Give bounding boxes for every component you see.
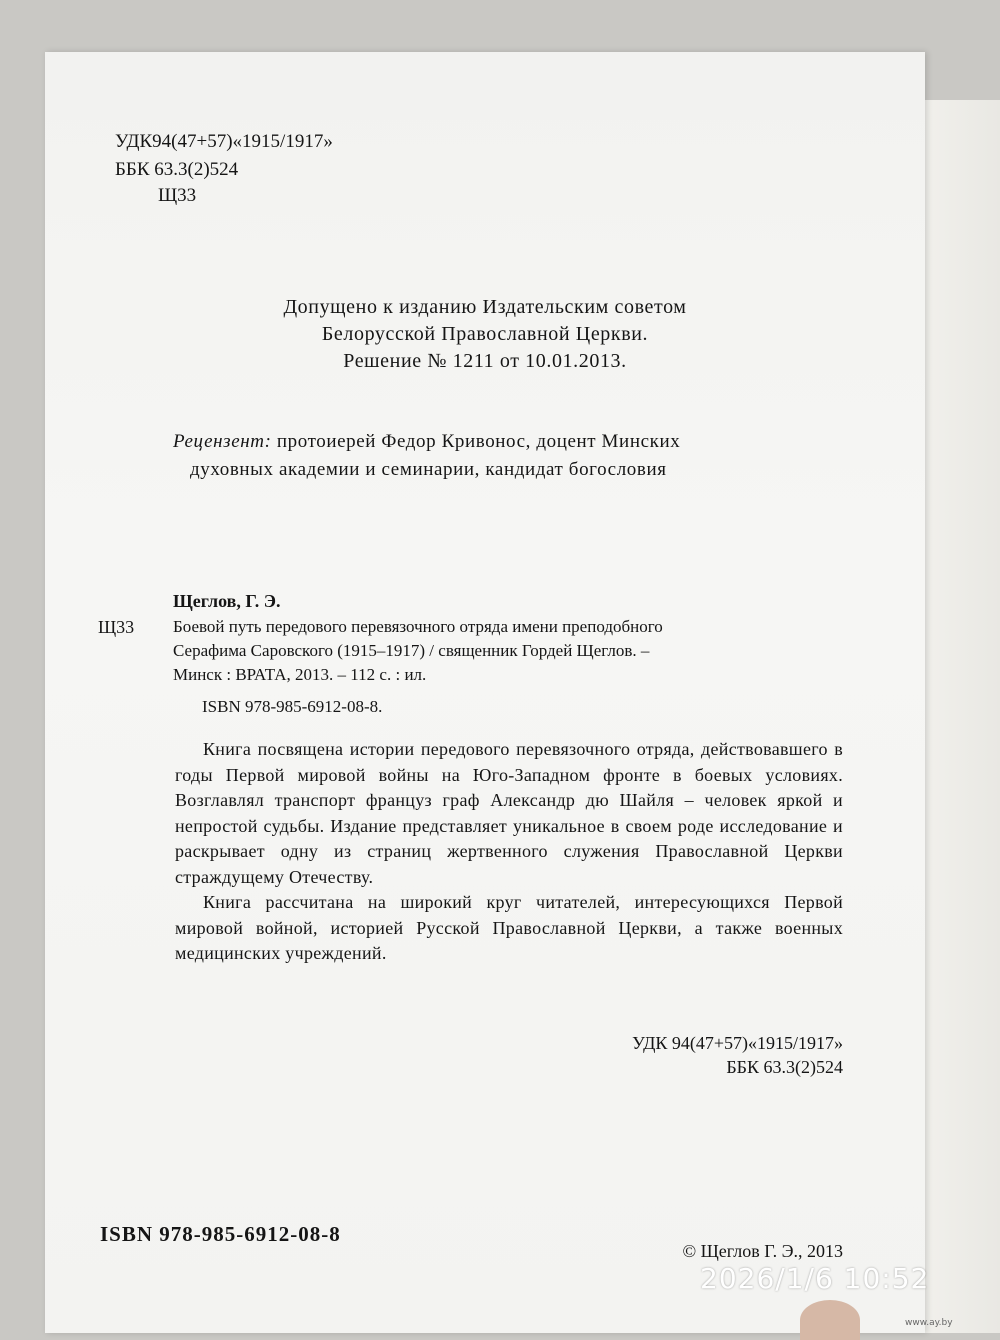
- catalog-author: Щеглов, Г. Э.: [173, 591, 281, 611]
- udk-code-bottom: УДК 94(47+57)«1915/1917»: [632, 1033, 843, 1053]
- catalog-title-line-1: Боевой путь передового перевязочного отряда имени преподобного: [173, 617, 663, 636]
- approval-line-3: Решение № 1211 от 10.01.2013.: [343, 350, 627, 372]
- finger-edge: [800, 1300, 860, 1340]
- bbk-code-bottom: ББК 63.3(2)524: [726, 1057, 843, 1077]
- copyright: © Щеглов Г. Э., 2013: [682, 1241, 843, 1261]
- catalog-title-line-3: Минск : ВРАТА, 2013. – 112 с. : ил.: [173, 665, 427, 684]
- bbk-code-top: ББК 63.3(2)524: [115, 159, 239, 180]
- annotation-paragraph-1: Книга посвящена истории передового перевязочного отряда, действовавшего в годы Первой мировой войны на Юго-Западном фронте в боевых условиях. Возглавлял транспорт француз граф Александр дю Шайля – человек яркой и непростой судьбы. Издание представляет уникальное в своем роде исследование и раскрывает одну из страниц жертвенного служения Православной Церкви страждущему Отечеству.: [175, 739, 843, 887]
- reviewer-line-2: духовных академии и семинарии, кандидат богословия: [190, 459, 667, 480]
- isbn-bottom: ISBN 978-985-6912-08-8: [100, 1222, 341, 1246]
- udk-code-top: УДК94(47+57)«1915/1917»: [115, 131, 333, 152]
- approval-line-2: Белорусской Православной Церкви.: [321, 323, 649, 345]
- approval-line-1: Допущено к изданию Издательским советом: [283, 296, 687, 318]
- site-watermark: www.ay.by: [905, 1318, 953, 1328]
- reviewer-label: Рецензент:: [173, 431, 272, 452]
- annotation-paragraph-2: Книга рассчитана на широкий круг читателей, интересующихся Первой мировой войной, историей Русской Православной Церкви, а также военных медицинских учреждений.: [175, 892, 843, 963]
- catalog-isbn: ISBN 978-985-6912-08-8.: [202, 697, 383, 716]
- book-page: [45, 52, 925, 1333]
- reviewer-line-1: [173, 432, 680, 451]
- photo-timestamp: 2026/1/6 10:52: [700, 1262, 930, 1295]
- catalog-code: Щ33: [98, 617, 135, 637]
- author-mark-top: Щ33: [158, 185, 197, 206]
- catalog-title-line-2: Серафима Саровского (1915–1917) / священник Гордей Щеглов. –: [173, 641, 650, 660]
- reviewer-name: протоиерей Федор Кривонос, доцент Минских: [276, 431, 681, 452]
